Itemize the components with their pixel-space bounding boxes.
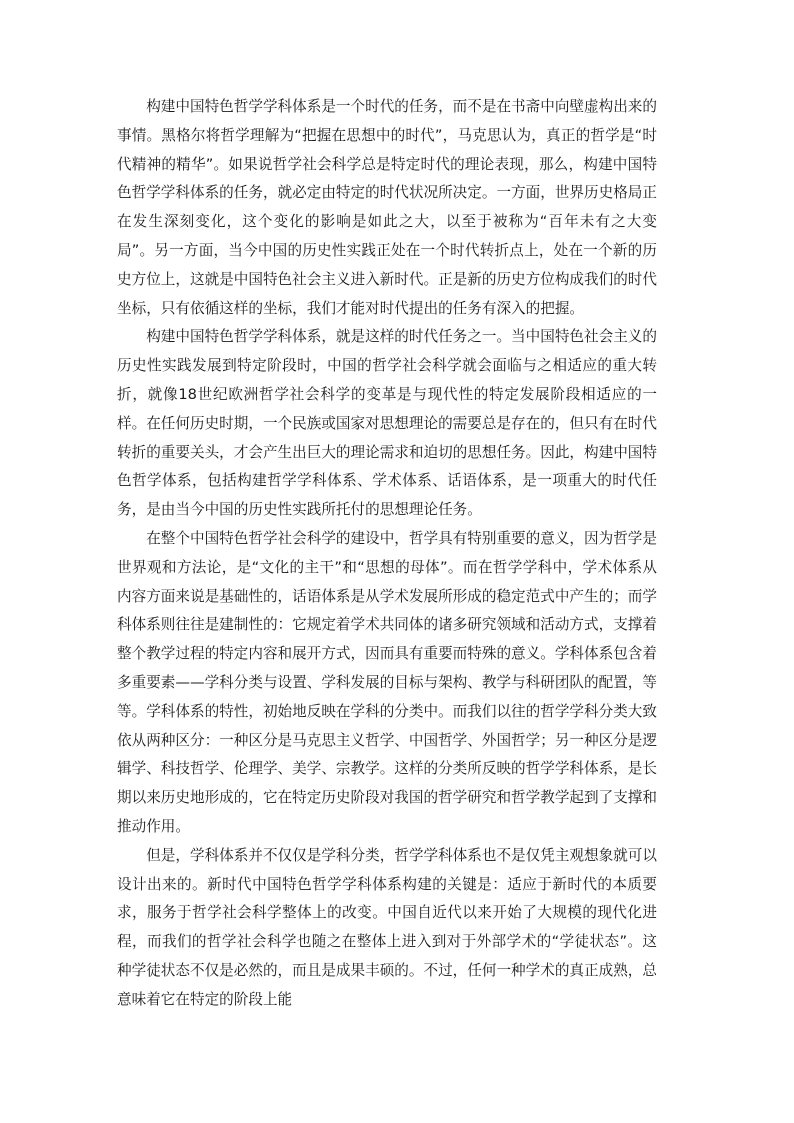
document-body bbox=[117, 93, 657, 1015]
paragraph-2: 构建中国特色哲学学科体系，就是这样的时代任务之一。当中国特色社会主义的历史性实践发展到特定阶段时，中国的哲学社会科学就会面临与之相适应的重大转折，就像18世纪欧洲哲学社会科学的变革是与现代性的特定发展阶段相适应的一样。在任何历史时期，一个民族或国家对思想理论的需要总是存在的，但只有在时代转折的重要关头，才会产生出巨大的理论需求和迫切的思想任务。因此，构建中国特色哲学体系，包括构建哲学学科体系、学术体系、话语体系，是一项重大的时代任务，是由当今中国的历史性实践所托付的思想理论任务。 bbox=[117, 328, 657, 519]
paragraph-3: 在整个中国特色哲学社会科学的建设中，哲学具有特别重要的意义，因为哲学是世界观和方法论，是“文化的主干”和“思想的母体”。而在哲学学科中，学术体系从内容方面来说是基础性的，话语体系是从学术发展所形成的稳定范式中产生的；而学科体系则往往是建制性的：它规定着学术共同体的诸多研究领域和活动方式，支撑着整个教学过程的特定内容和展开方式，因而具有重要而特殊的意义。学科体系包含着多重要素——学科分类与设置、学科发展的目标与架构、教学与科研团队的配置，等等。学科体系的特性，初始地反映在学科的分类中。而我们以往的哲学学科分类大致依从两种区分：一种区分是马克思主义哲学、中国哲学、外国哲学；另一种区分是逻辑学、科技哲学、伦理学、美学、宗教学。这样的分类所反映的哲学学科体系，是长期以来历史地形成的，它在特定历史阶段对我国的哲学研究和哲学教学起到了支撑和推动作用。 bbox=[117, 529, 657, 835]
paragraph-4: 但是，学科体系并不仅仅是学科分类，哲学学科体系也不是仅凭主观想象就可以设计出来的。新时代中国特色哲学学科体系构建的关键是：适应于新时代的本质要求，服务于哲学社会科学整体上的改变。中国自近代以来开始了大规模的现代化进程，而我们的哲学社会科学也随之在整体上进入到对于外部学术的“学徒状态”。这种学徒状态不仅是必然的，而且是成果丰硕的。不过，任何一种学术的真正成熟，总意味着它在特定的阶段上能 bbox=[117, 846, 657, 1008]
paragraph-1: 构建中国特色哲学学科体系是一个时代的任务，而不是在书斋中向壁虚构出来的事情。黑格尔将哲学理解为“把握在思想中的时代”，马克思认为，真正的哲学是“时代精神的精华”。如果说哲学社会科学总是特定时代的理论表现，那么，构建中国特色哲学学科体系的任务，就必定由特定的时代状况所决定。一方面，世界历史格局正在发生深刻变化，这个变化的影响是如此之大，以至于被称为“百年未有之大变局”。另一方面，当今中国的历史性实践正处在一个时代转折点上，处在一个新的历史方位上，这就是中国特色社会主义进入新时代。正是新的历史方位构成我们的时代坐标，只有依循这样的坐标，我们才能对时代提出的任务有深入的把握。 bbox=[117, 98, 657, 317]
